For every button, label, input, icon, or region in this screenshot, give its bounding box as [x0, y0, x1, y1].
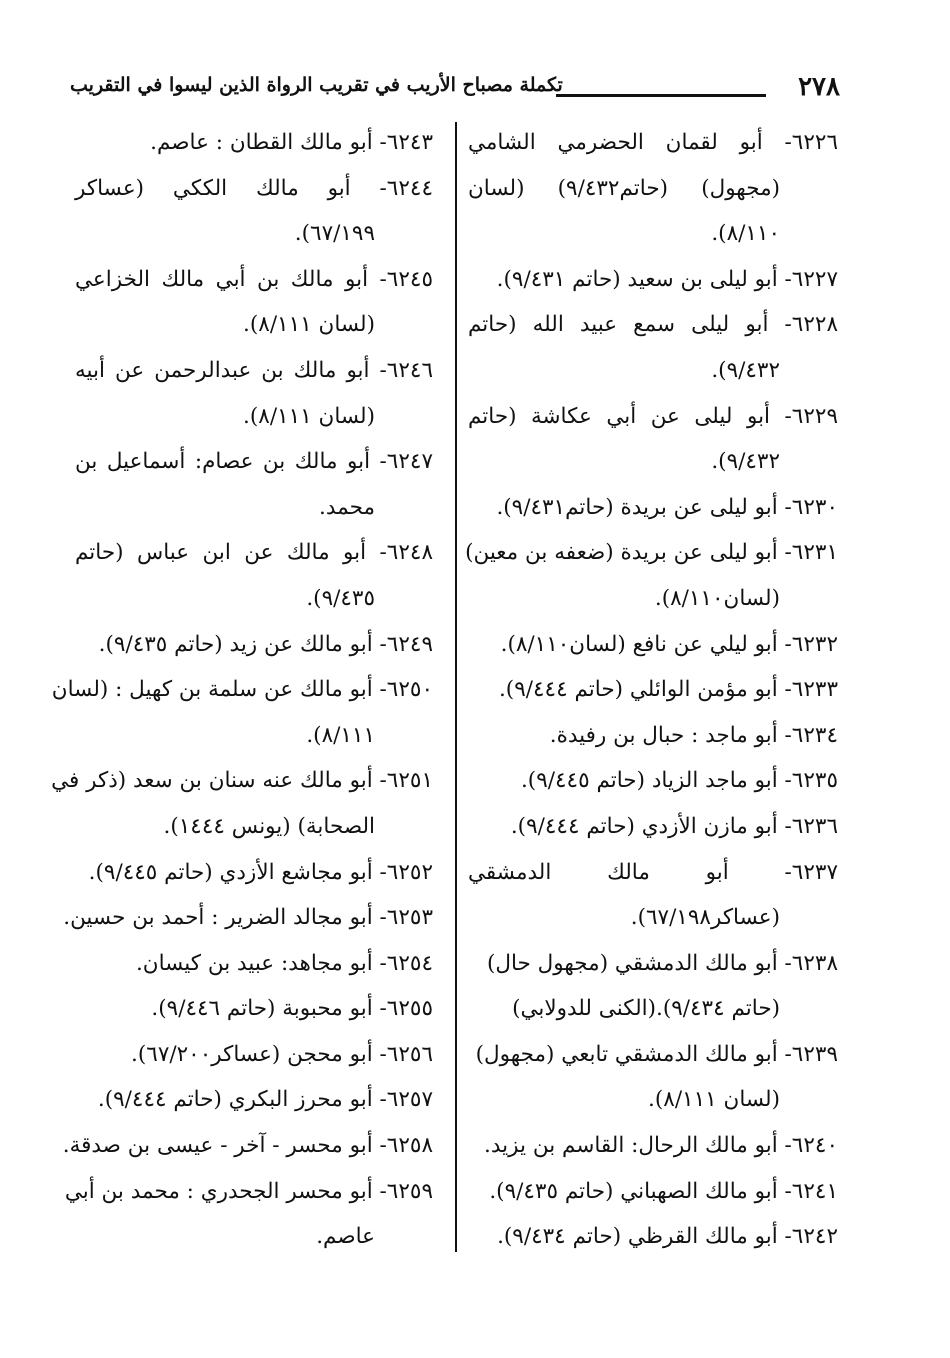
- entry-continuation-line: ٦٧/١٩٩).: [294, 221, 375, 247]
- entry-continuation-line: محمد.: [319, 494, 375, 520]
- entry-line: ٦٢٥١- أبو مالك عنه سنان بن سعد (ذكر في: [51, 768, 433, 794]
- entry-continuation-line: (حاتم ٩/٤٣٤).(الكنى للدولابي): [512, 996, 780, 1022]
- entry-line: ٦٢٤٨- أبو مالك عن ابن عباس (حاتم: [75, 540, 433, 566]
- entry-line: ٦٢٢٦- أبو لقمان الحضرمي الشامي: [468, 130, 838, 155]
- header-rule: [556, 94, 766, 97]
- entry-line: ٦٢٢٧- أبو ليلى بن سعيد (حاتم ٩/٤٣١).: [496, 266, 838, 292]
- entry-line: ٦٢٣٨- أبو مالك الدمشقي (مجهول حال): [486, 950, 838, 976]
- entry-line: ٦٢٤٦- أبو مالك بن عبدالرحمن عن أبيه: [75, 357, 433, 383]
- entry-line: ٦٢٢٩- أبو ليلى عن أبي عكاشة (حاتم: [468, 403, 838, 429]
- entry-line: ٦٢٥٤- أبو مجاهد: عبيد بن كيسان.: [135, 950, 433, 976]
- entry-continuation-line: ٨/١١٠).: [711, 221, 780, 247]
- left-column: [51, 120, 433, 1260]
- entry-line: ٦٢٤٢- أبو مالك القرظي (حاتم ٩/٤٣٤).: [497, 1224, 838, 1250]
- entry-line: ٦٢٤١- أبو مالك الصهباني (حاتم ٩/٤٣٥).: [489, 1178, 838, 1204]
- page-number: ٢٧٨: [798, 72, 840, 102]
- entry-continuation-line: (لسان ٨/١١١).: [648, 1087, 780, 1113]
- entry-continuation-line: (لسان٨/١١٠).: [654, 585, 780, 611]
- entry-continuation-line: ٩/٤٣٢).: [711, 449, 780, 475]
- entry-line: ٦٢٣٩- أبو مالك الدمشقي تابعي (مجهول): [475, 1041, 838, 1067]
- entry-line: ٦٢٥٩- أبو محسر الجحدري : محمد بن أبي: [64, 1178, 433, 1204]
- entry-line: ٦٢٤٠- أبو مالك الرحال: القاسم بن يزيد.: [484, 1133, 838, 1159]
- entry-line: ٦٢٥٥- أبو محبوبة (حاتم ٩/٤٤٦).: [151, 996, 433, 1022]
- column-divider: [455, 122, 457, 1252]
- entry-continuation-line: (لسان ٨/١١١).: [243, 312, 375, 338]
- entry-continuation-line: (عساكر٦٧/١٩٨).: [630, 905, 780, 931]
- entry-line: ٦٢٤٣- أبو مالك القطان : عاصم.: [150, 130, 433, 155]
- entry-line: ٦٢٣٢- أبو ليلي عن نافع (لسان٨/١١٠).: [500, 631, 838, 657]
- entry-continuation-line: ٨/١١١).: [306, 722, 375, 748]
- entry-line: ٦٢٣٣- أبو مؤمن الوائلي (حاتم ٩/٤٤٤).: [498, 677, 838, 703]
- right-column: [465, 120, 838, 1260]
- entry-continuation-line: ٩/٤٣٥).: [306, 585, 375, 611]
- entry-line: ٦٢٣٠- أبو ليلى عن بريدة (حاتم٩/٤٣١).: [496, 494, 838, 520]
- entry-continuation-line: الصحابة) (يونس ١٤٤٤).: [163, 813, 375, 839]
- entry-continuation-line: (لسان ٨/١١١).: [243, 403, 375, 429]
- entry-continuation-line: ٩/٤٣٢).: [711, 357, 780, 383]
- entry-line: ٦٢٥٦- أبو محجن (عساكر٦٧/٢٠٠).: [131, 1041, 433, 1067]
- entry-line: ٦٢٤٩- أبو مالك عن زيد (حاتم ٩/٤٣٥).: [98, 631, 433, 657]
- entry-line: ٦٢٤٥- أبو مالك بن أبي مالك الخزاعي: [75, 266, 433, 292]
- entry-line: ٦٢٥٧- أبو محرز البكري (حاتم ٩/٤٤٤).: [97, 1087, 433, 1113]
- entry-line: ٦٢٥٢- أبو مجاشع الأزدي (حاتم ٩/٤٤٥).: [88, 859, 433, 885]
- entry-line: ٦٢٥٨- أبو محسر - آخر - عيسى بن صدقة.: [62, 1133, 433, 1159]
- page-header: [70, 72, 846, 112]
- running-title: تكملة مصباح الأريب في تقريب الرواة الذين ليسوا في التقريب: [70, 74, 563, 96]
- entry-continuation-line: (مجهول) (حاتم٩/٤٣٢) (لسان: [468, 175, 781, 201]
- entry-line: ٦٢٣٥- أبو ماجد الزياد (حاتم ٩/٤٤٥).: [520, 768, 838, 794]
- entry-line: ٦٢٢٨- أبو ليلى سمع عبيد الله (حاتم: [468, 312, 838, 338]
- entry-line: ٦٢٤٧- أبو مالك بن عصام: أسماعيل بن: [75, 449, 433, 475]
- entry-line: ٦٢٣١- أبو ليلى عن بريدة (ضعفه بن معين): [465, 540, 838, 566]
- entry-continuation-line: عاصم.: [316, 1224, 375, 1250]
- entry-line: ٦٢٣٦- أبو مازن الأزدي (حاتم ٩/٤٤٤).: [510, 813, 838, 839]
- entry-line: ٦٢٣٧- أبو مالك الدمشقي: [468, 859, 838, 885]
- entry-line: ٦٢٤٤- أبو مالك الككي (عساكر: [75, 175, 433, 201]
- entry-line: ٦٢٣٤- أبو ماجد : حبال بن رفيدة.: [549, 722, 838, 748]
- entry-line: ٦٢٥٠- أبو مالك عن سلمة بن كهيل : (لسان: [51, 677, 433, 703]
- entry-line: ٦٢٥٣- أبو مجالد الضرير : أحمد بن حسين.: [63, 905, 433, 931]
